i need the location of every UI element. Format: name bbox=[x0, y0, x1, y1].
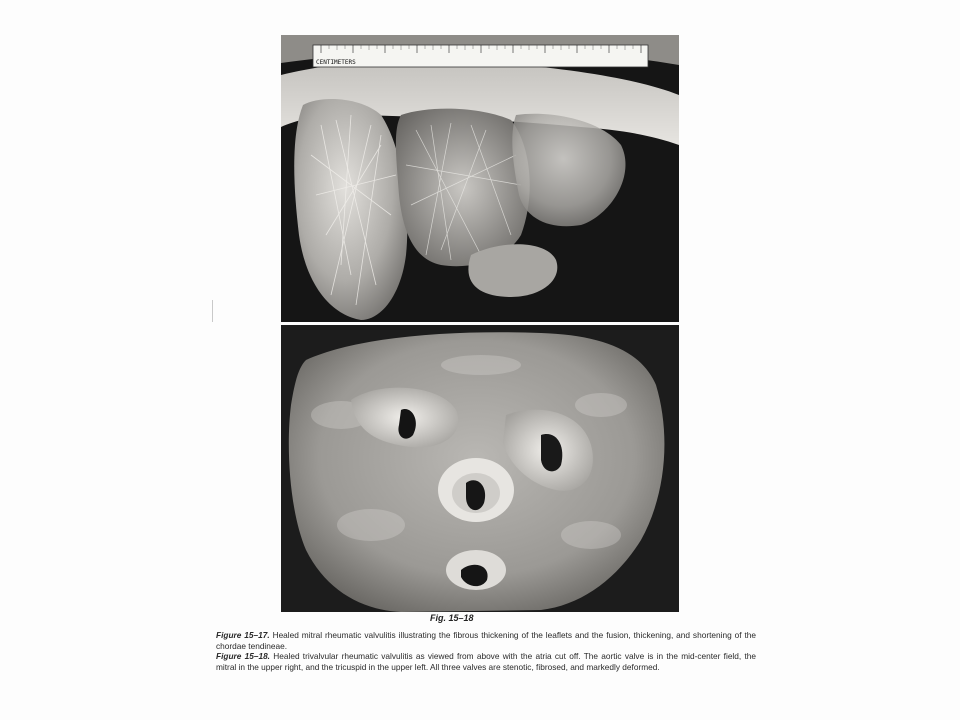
figure-captions bbox=[216, 630, 756, 672]
valves-specimen-image bbox=[281, 325, 679, 612]
figure-15-18-photo bbox=[281, 325, 679, 612]
figure-15-17-photo bbox=[281, 35, 679, 322]
caption-text: Healed mitral rheumatic valvulitis illustrating the fibrous thickening of the leaflets and the fusion, thickening, and shortening of the chordae tendineae. bbox=[216, 630, 756, 651]
heart-specimen-image bbox=[281, 35, 679, 322]
margin-mark bbox=[212, 300, 213, 322]
caption-15-17 bbox=[216, 630, 756, 651]
ruler bbox=[313, 45, 648, 67]
figure-15-18-label: Fig. 15–18 bbox=[430, 613, 474, 623]
caption-text: Healed trivalvular rheumatic valvulitis as viewed from above with the atria cut off. The aortic valve is in the mid-center field, the mitral in the upper right, and the tricuspid in the upper left. All three valves are stenotic, fibrosed, and markedly deformed. bbox=[216, 651, 756, 672]
caption-ref: Figure 15–18. bbox=[216, 651, 270, 662]
caption-ref: Figure 15–17. bbox=[216, 630, 270, 640]
ruler-label: CENTIMETERS bbox=[316, 59, 356, 66]
caption-15-18 bbox=[216, 651, 756, 672]
